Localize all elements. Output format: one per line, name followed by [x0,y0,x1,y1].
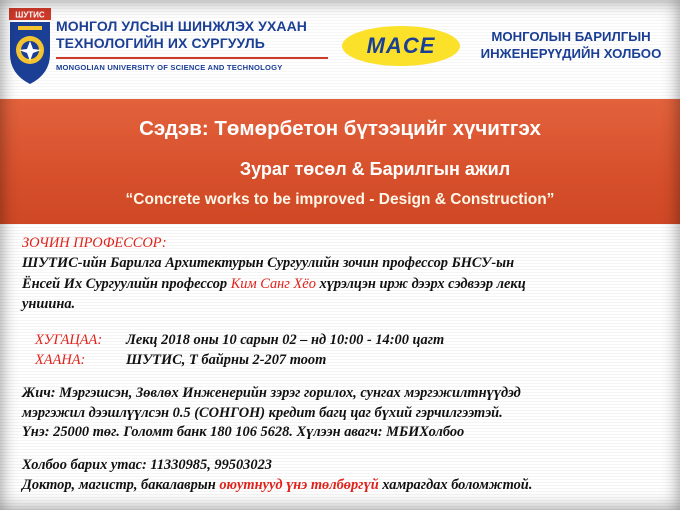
association-name-line1: МОНГОЛЫН БАРИЛГЫН [491,29,651,44]
university-name-en: MONGOLIAN UNIVERSITY OF SCIENCE AND TECHNOLOGY [56,63,283,72]
header [0,0,680,98]
logo-label: ШУТИС [15,10,45,20]
banner-english-title: “Concrete works to be improved - Design & Construction” [125,191,555,208]
students-line [22,475,532,495]
students-line-post: хамрагдах боломжтой. [378,477,533,493]
association-name [466,28,676,62]
mace-logo-text: MACE [366,33,436,58]
professor-line3: уншина. [22,296,76,312]
association-name-line2: ИНЖЕНЕРҮҮДИЙН ХОЛБОО [480,46,662,61]
banner-title: Сэдэв: Төмөрбетон бүтээцийг хүчитгэх [139,117,541,140]
banner-subtitle: Зураг төсөл & Барилгын ажил [239,159,511,179]
students-line-pre: Доктор, магистр, бакалаврын [22,477,220,493]
place-value: ШУТИС, Т байрны 2-207 тоот [126,352,327,368]
note-line1: Жич: Мэргэшсэн, Зөвлөх Инженерийн зэрэг горилох, сунгах мэргэжилтнүүдэд [22,385,521,401]
professor-line2-pre: Ёнсей Их Сургуулийн профессор [22,276,231,292]
professor-name: Ким Санг Хёо [230,276,316,292]
note-line2: мэргэжил дээшлүүлсэн 0.5 (СОНГОН) кредит багц цаг бүхий гэрчилгээтэй. [22,405,503,421]
professor-label: ЗОЧИН ПРОФЕССОР: [22,235,167,251]
university-name [56,18,307,52]
topic-banner [0,99,680,224]
professor-line1: ШУТИС-ийн Барилга Архитектурын Сургуулийн зочин профессор БНСУ-ын [22,255,515,271]
time-value: Лекц 2018 оны 10 сарын 02 – нд 10:00 - 14:00 цагт [126,332,445,348]
header-divider [56,57,328,59]
university-name-line1: МОНГОЛ УЛСЫН ШИНЖЛЭХ УХААН [56,18,308,34]
mace-logo [342,26,460,66]
place-label: ХААНА: [35,352,86,368]
price-line: Үнэ: 25000 төг. Голомт банк 180 106 5628. Хүлээн авагч: МБИХолбоо [22,424,465,440]
contact-phone: Холбоо барих утас: 11330985, 99503023 [22,457,272,473]
professor-line2-post: хүрэлцэн ирж дээрх сэдвээр лекц [315,276,526,292]
professor-line2 [22,274,526,294]
university-name-line2: ТЕХНОЛОГИЙН ИХ СУРГУУЛЬ [56,35,265,51]
time-label: ХУГАЦАА: [35,332,103,348]
university-logo [8,8,52,86]
students-highlight: оюутнууд үнэ төлбөргүй [219,477,379,493]
